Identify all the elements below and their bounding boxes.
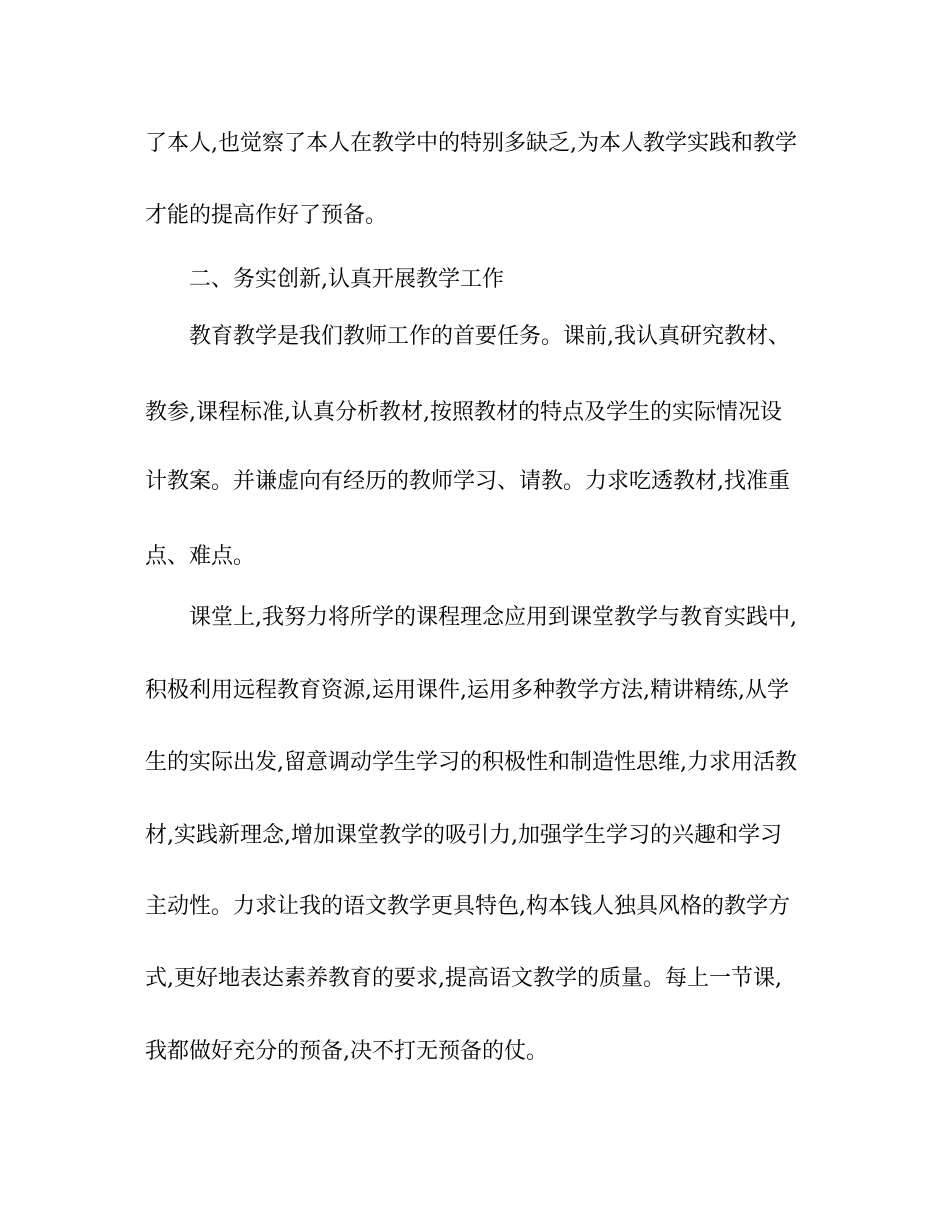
text-line: 材,实践新理念,增加课堂教学的吸引力,加强学生学习的兴趣和学习 <box>145 823 782 848</box>
text-line: 教参,课程标准,认真分析教材,按照教材的特点及学生的实际情况设 <box>145 400 782 425</box>
text-line: 计教案。并谦虚向有经历的教师学习、请教。力求吃透教材,找准重 <box>145 469 790 494</box>
text-line: 生的实际出发,留意调动学生学习的积极性和制造性思维,力求用活教 <box>145 750 797 775</box>
text-line: 点、难点。 <box>145 544 256 569</box>
text-line: 课堂上,我努力将所学的课程理念应用到课堂教学与教育实践中, <box>189 605 797 630</box>
text-line: 式,更好地表达素养教育的要求,提高语文教学的质量。每上一节课, <box>145 966 782 991</box>
text-line: 了本人,也觉察了本人在教学中的特别多缺乏,为本人教学实践和教学 <box>145 131 797 156</box>
text-line: 教育教学是我们教师工作的首要任务。课前,我认真研究教材、 <box>189 324 790 349</box>
section-heading: 二、务实创新,认真开展教学工作 <box>189 267 504 292</box>
text-line: 积极利用远程教育资源,运用课件,运用多种教学方法,精讲精练,从学 <box>145 678 789 703</box>
text-line: 我都做好充分的预备,决不打无预备的仗。 <box>145 1039 548 1064</box>
text-line: 才能的提高作好了预备。 <box>145 203 388 228</box>
text-line: 主动性。力求让我的语文教学更具特色,构本钱人独具风格的教学方 <box>145 894 790 919</box>
